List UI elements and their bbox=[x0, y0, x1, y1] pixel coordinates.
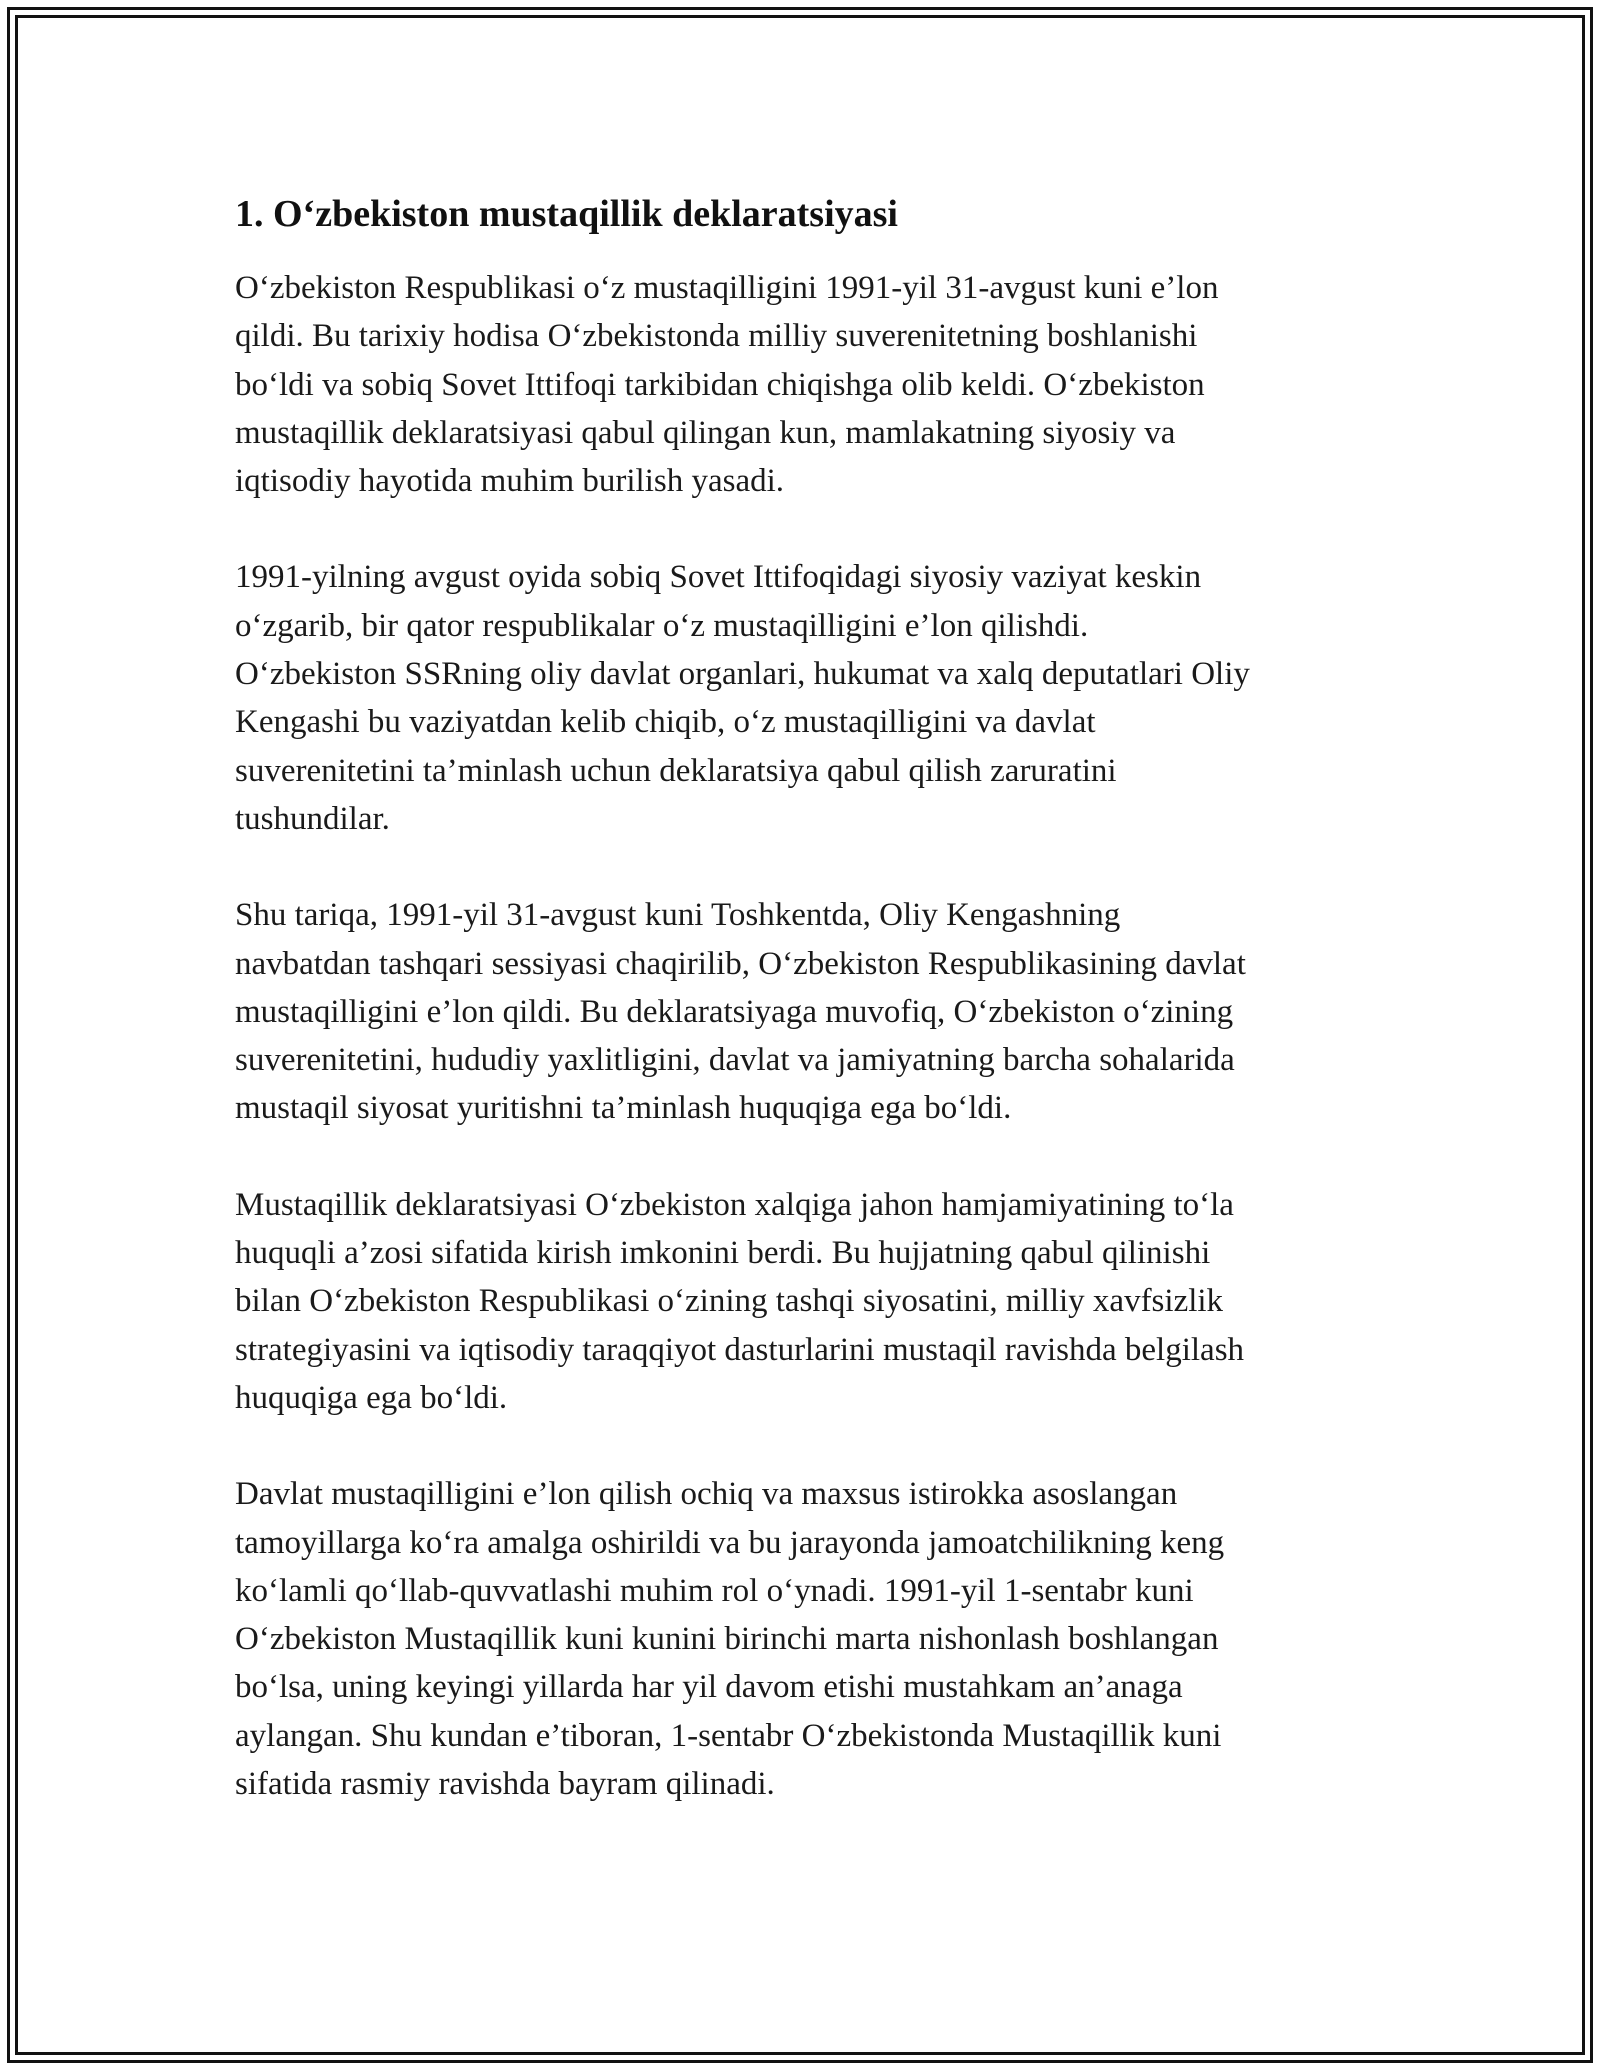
paragraph-2: 1991-yilning avgust oyida sobiq Sovet Ittifoqidagi siyosiy vaziyat keskin o‘zgarib, bir qator respublikalar o‘z mustaqilligini e’lon qilishdi. O‘zbekiston SSRning oliy davlat organlari, hukumat va xalq deputatlari Oliy Kengashi bu vaziyatdan kelib chiqib, o‘z mustaqilligini va davlat suverenitetini ta’minlash uchun deklaratsiya qabul qilish zaruratini tushundilar. bbox=[235, 559, 1250, 837]
paragraph-5: Davlat mustaqilligini e’lon qilish ochiq va maxsus istirokka asoslangan tamoyillarga ko‘ra amalga oshirildi va bu jarayonda jamoatchilikning keng ko‘lamli qo‘llab-quvvatlashi muhim rol o‘ynadi. 1991-yil 1-sentabr kuni O‘zbekiston Mustaqillik kuni kunini birinchi marta nishonlash boshlangan bo‘lsa, uning keyingi yillarda har yil davom etishi mustahkam an’anaga aylangan. Shu kundan e’tiboran, 1-sentabr O‘zbekistonda Mustaqillik kuni sifatida rasmiy ravishda bayram qilinadi. bbox=[235, 1476, 1225, 1803]
document-body bbox=[235, 188, 1375, 1856]
paragraph-1: O‘zbekiston Respublikasi o‘z mustaqilligini 1991-yil 31-avgust kuni e’lon qildi. Bu tarixiy hodisa O‘zbekistonda milliy suverenitetning boshlanishi bo‘ldi va sobiq Sovet Ittifoqi tarkibidan chiqishga olib keldi. O‘zbekiston mustaqillik deklaratsiyasi qabul qilingan kun, mamlakatning siyosiy va iqtisodiy hayotida muhim burilish yasadi. bbox=[235, 270, 1219, 500]
paragraph-4: Mustaqillik deklaratsiyasi O‘zbekiston xalqiga jahon hamjamiyatining to‘la huquqli a’zosi sifatida kirish imkonini berdi. Bu hujjatning qabul qilinishi bilan O‘zbekiston Respublikasi o‘zining tashqi siyosatini, milliy xavfsizlik strategiyasini va iqtisodiy taraqqiyot dasturlarini mustaqil ravishda belgilash huquqiga ega bo‘ldi. bbox=[235, 1186, 1245, 1416]
paragraph-3: Shu tariqa, 1991-yil 31-avgust kuni Toshkentda, Oliy Kengashning navbatdan tashqari sessiyasi chaqirilib, O‘zbekiston Respublikasining davlat mustaqilligini e’lon qildi. Bu deklaratsiyaga muvofiq, O‘zbekiston o‘zining suverenitetini, hududiy yaxlitligini, davlat va jamiyatning barcha sohalarida mustaqil siyosat yuritishni ta’minlash huquqiga ega bo‘ldi. bbox=[235, 897, 1246, 1127]
section-heading: 1. O‘zbekiston mustaqillik deklaratsiyasi bbox=[235, 193, 898, 235]
